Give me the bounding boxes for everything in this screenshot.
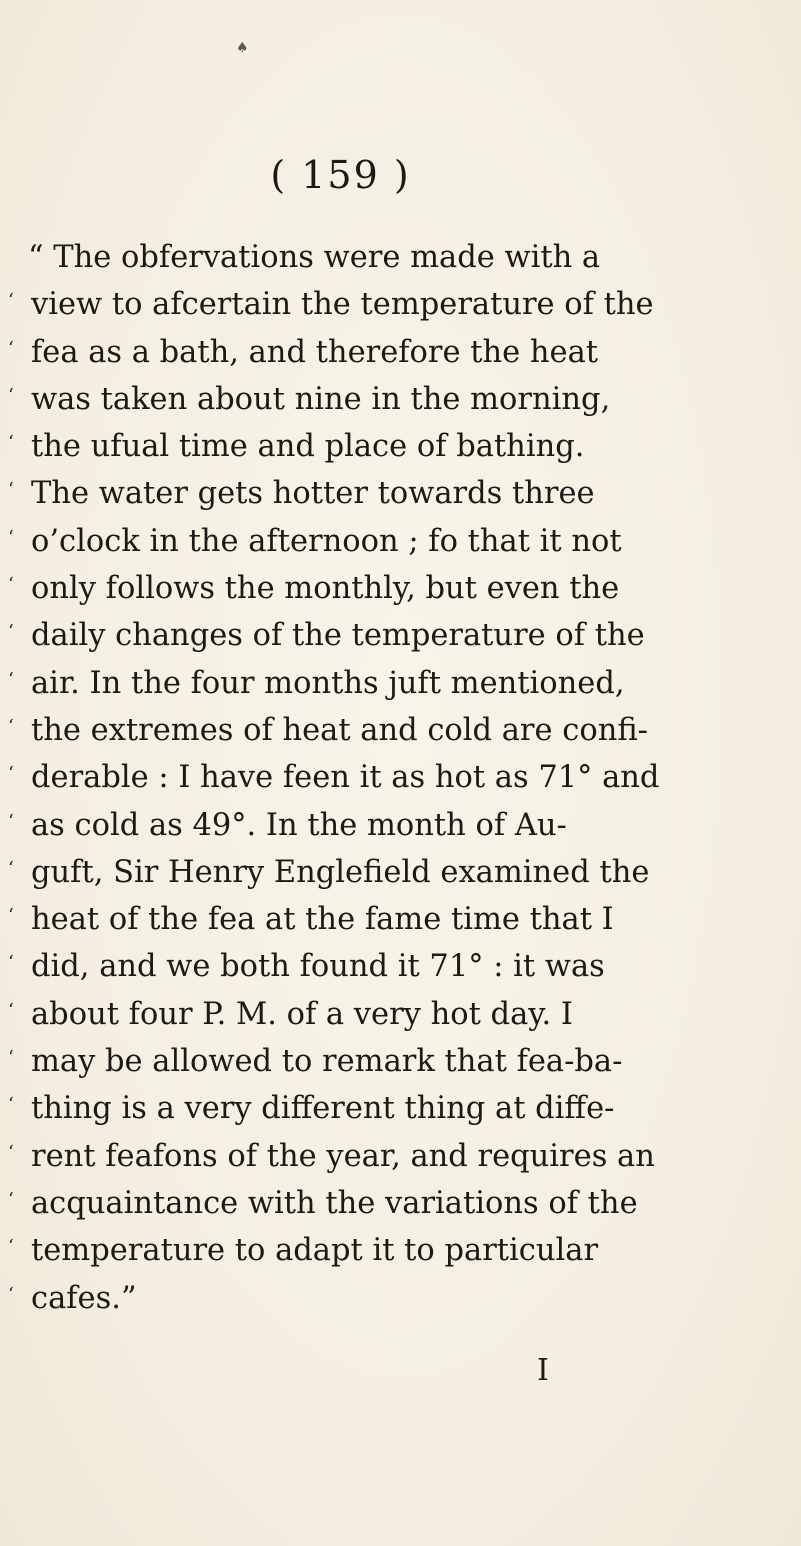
text-line xyxy=(0,1038,801,1085)
text-line xyxy=(0,754,801,801)
quote-mark: ‘ xyxy=(8,1141,14,1163)
line-text: The water gets hotter towards three xyxy=(31,476,595,512)
quote-mark: ‘ xyxy=(8,1094,14,1116)
line-text: about four P. M. of a very hot day. I xyxy=(31,996,573,1032)
catchword xyxy=(0,1353,801,1393)
text-line xyxy=(0,470,801,517)
line-text: cafes.” xyxy=(31,1280,137,1316)
line-text: the extremes of heat and cold are confi- xyxy=(31,712,648,748)
quote-mark: ‘ xyxy=(8,1236,14,1258)
line-text: air. In the four months juft mentioned, xyxy=(31,665,625,701)
text-line xyxy=(0,518,801,565)
text-line xyxy=(0,943,801,990)
line-text: fea as a bath, and therefore the heat xyxy=(31,334,599,370)
quote-mark: ‘ xyxy=(8,763,14,785)
line-text: heat of the fea at the fame time that I xyxy=(31,902,614,938)
line-text: acquaintance with the variations of the xyxy=(31,1185,638,1221)
quote-mark: ‘ xyxy=(8,952,14,974)
quote-mark: ‘ xyxy=(8,999,14,1021)
text-line xyxy=(0,1133,801,1180)
line-text: daily changes of the temperature of the xyxy=(31,618,645,654)
page-number xyxy=(0,153,801,197)
text-line xyxy=(0,802,801,849)
text-line xyxy=(0,234,801,281)
quote-mark: ‘ xyxy=(8,290,14,312)
quote-mark: ‘ xyxy=(8,715,14,737)
line-text: temperature to adapt it to particular xyxy=(31,1233,599,1269)
text-line xyxy=(0,612,801,659)
text-line xyxy=(0,849,801,896)
quote-mark: ‘ xyxy=(8,574,14,596)
line-text: did, and we both found it 71° : it was xyxy=(31,949,605,985)
quote-mark: ‘ xyxy=(8,810,14,832)
text-line xyxy=(0,1227,801,1274)
quote-mark: ‘ xyxy=(8,526,14,548)
quote-mark: ‘ xyxy=(8,479,14,501)
line-text: the ufual time and place of bathing. xyxy=(31,429,585,465)
quote-mark: ‘ xyxy=(8,621,14,643)
line-text: as cold as 49°. In the month of Au- xyxy=(31,807,567,843)
page-number-text: ( 159 ) xyxy=(270,153,411,197)
line-text: view to afcertain the temperature of the xyxy=(31,287,654,323)
quote-mark: ‘ xyxy=(8,1188,14,1210)
quote-mark: ‘ xyxy=(8,1283,14,1305)
text-line xyxy=(0,565,801,612)
text-line xyxy=(0,660,801,707)
quote-mark: ‘ xyxy=(8,337,14,359)
body-text xyxy=(0,234,801,1322)
line-text: o’clock in the afternoon ; fo that it not xyxy=(31,523,622,559)
line-text: guft, Sir Henry Englefield examined the xyxy=(31,854,650,890)
text-line xyxy=(0,329,801,376)
quote-mark: ‘ xyxy=(8,857,14,879)
text-line xyxy=(0,707,801,754)
line-text: was taken about nine in the morning, xyxy=(31,381,611,417)
quote-mark: ‘ xyxy=(8,384,14,406)
quote-mark: ‘ xyxy=(8,668,14,690)
text-line xyxy=(0,1275,801,1322)
text-line xyxy=(0,376,801,423)
line-text: only follows the monthly, but even the xyxy=(31,571,620,607)
text-line xyxy=(0,1085,801,1132)
text-line xyxy=(0,1180,801,1227)
text-line xyxy=(0,423,801,470)
quote-mark: ‘ xyxy=(8,905,14,927)
line-text: derable : I have feen it as hot as 71° and xyxy=(31,760,660,796)
text-line xyxy=(0,991,801,1038)
line-text: thing is a very different thing at diffe- xyxy=(31,1091,615,1127)
quote-mark: ‘ xyxy=(8,1047,14,1069)
text-line xyxy=(0,896,801,943)
printer-ornament: ♠ xyxy=(236,40,249,56)
line-text: may be allowed to remark that fea-ba- xyxy=(31,1044,623,1080)
catchword-text: I xyxy=(537,1353,549,1388)
line-text: “ The obfervations were made with a xyxy=(28,240,601,275)
text-line xyxy=(0,281,801,328)
quote-mark: ‘ xyxy=(8,432,14,454)
line-text: rent feafons of the year, and requires an xyxy=(31,1138,655,1174)
